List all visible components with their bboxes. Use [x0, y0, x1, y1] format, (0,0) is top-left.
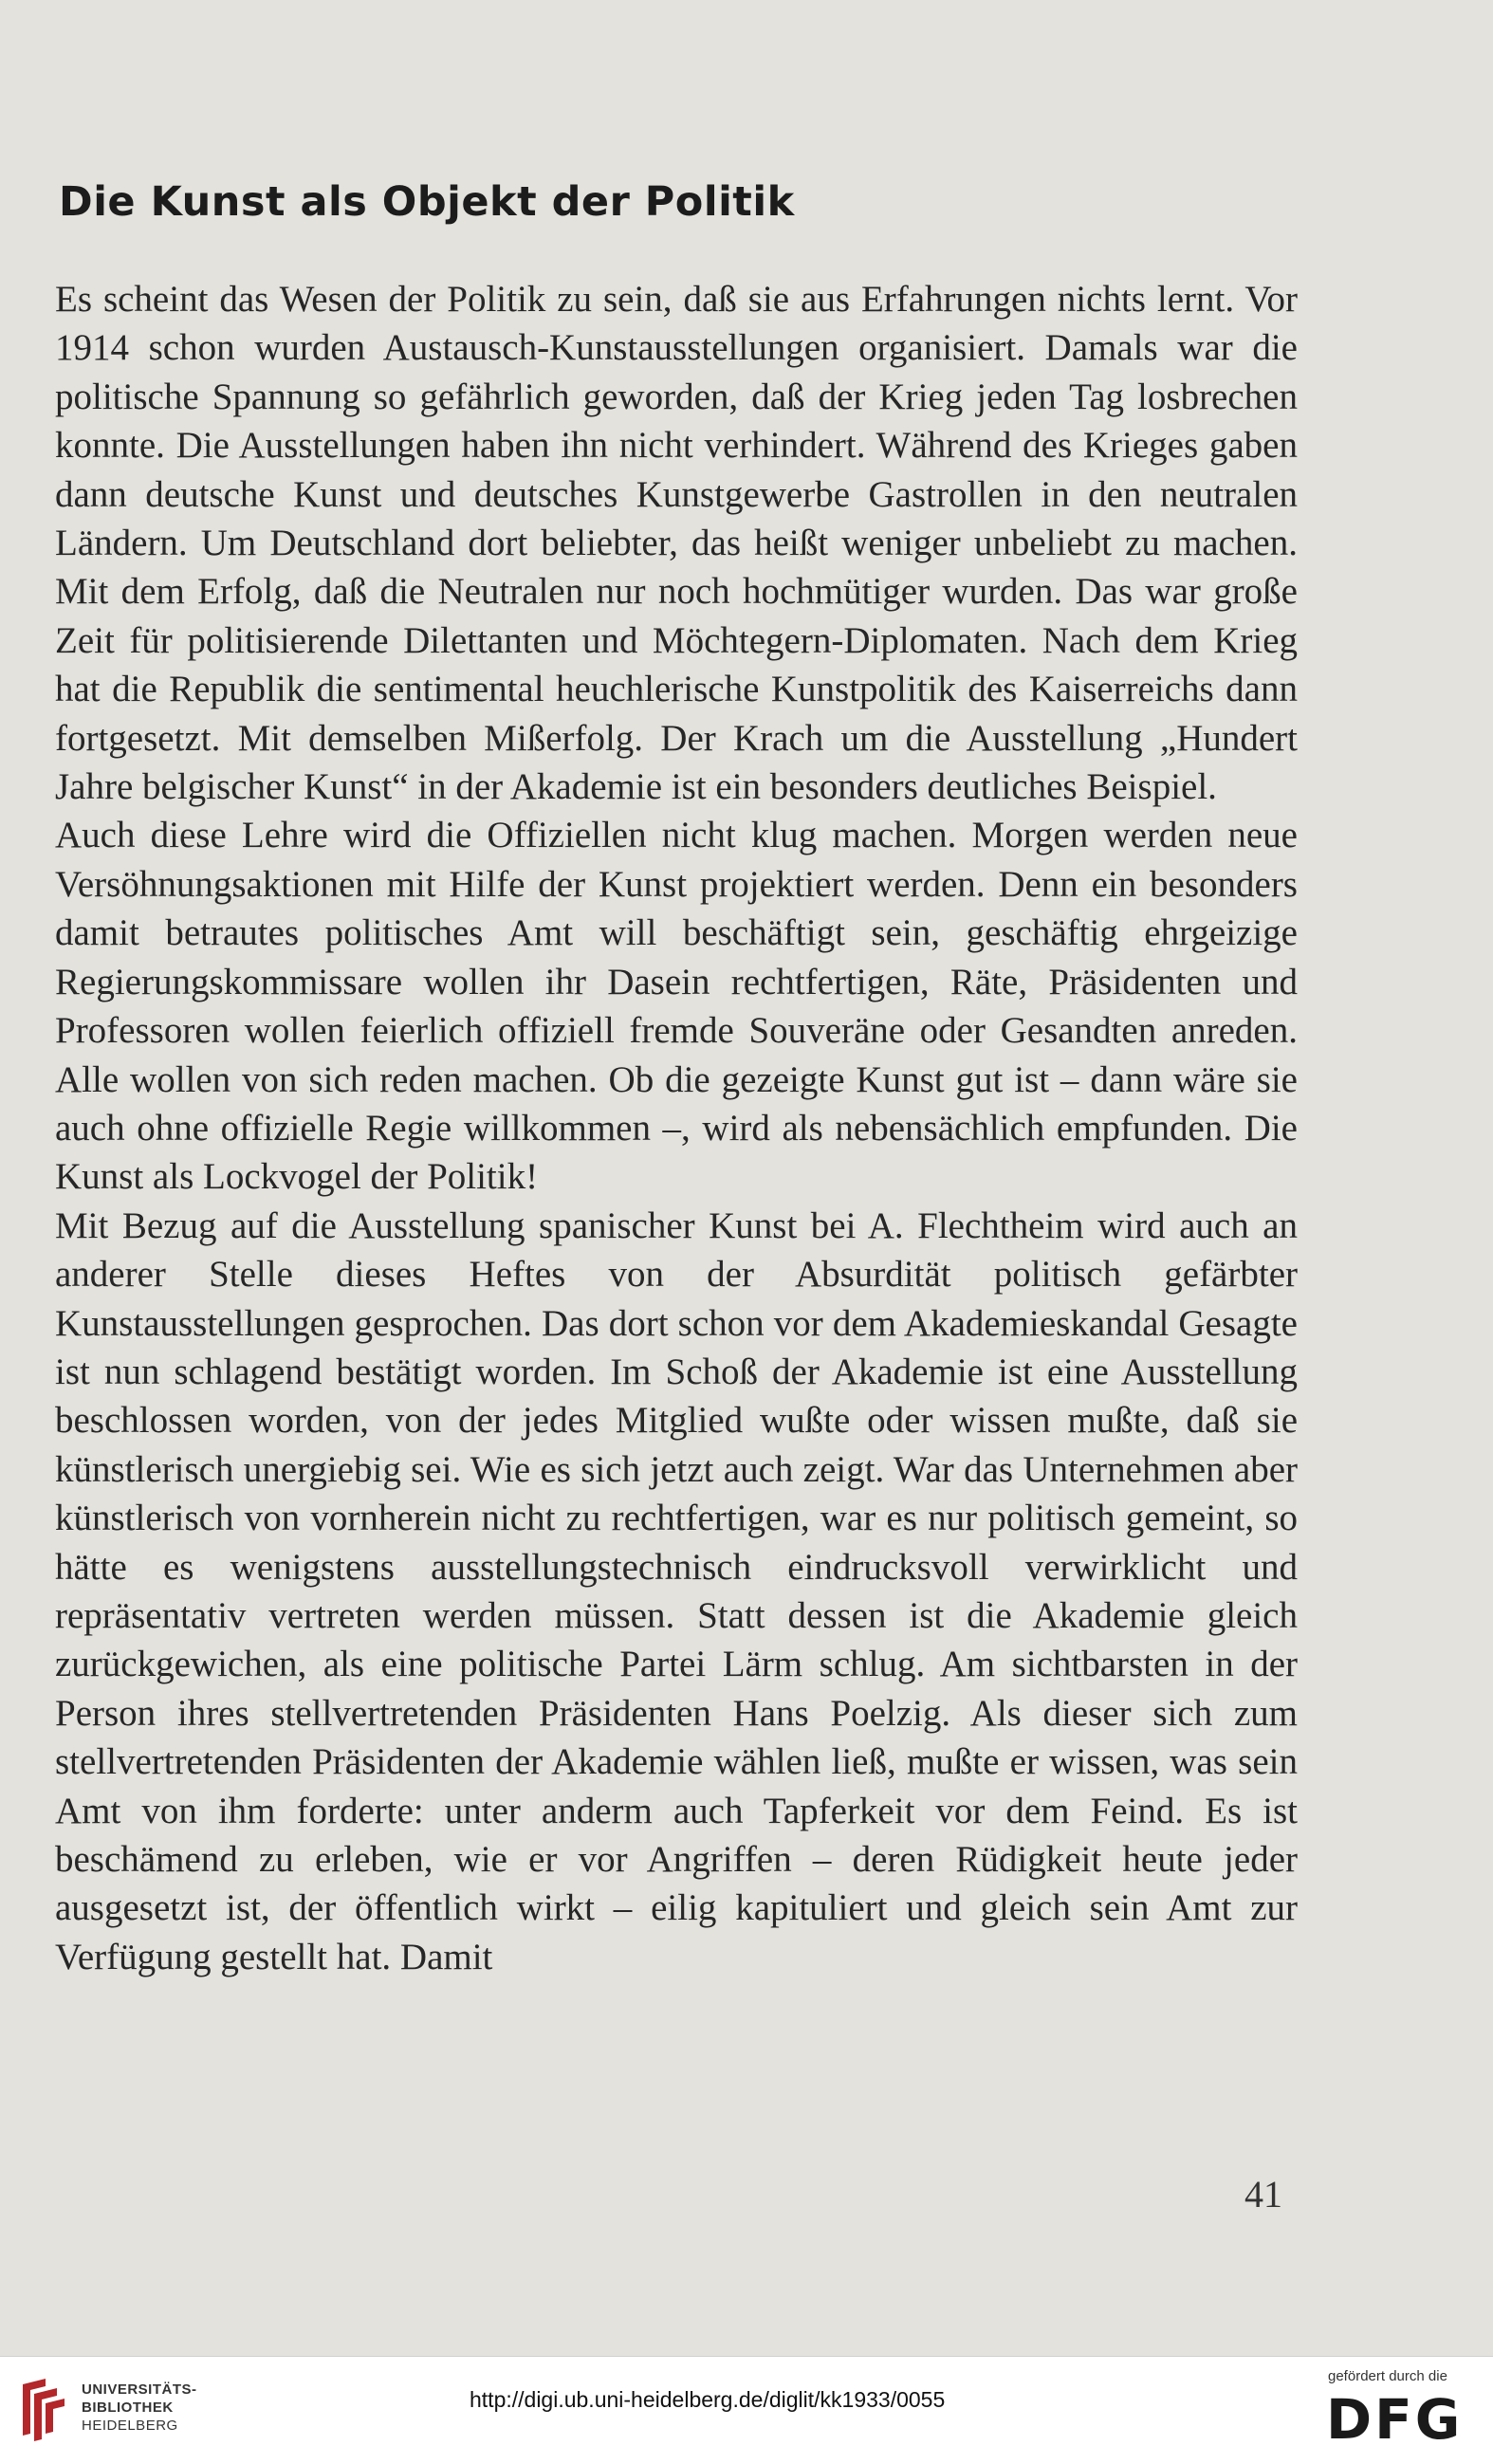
article-title: Die Kunst als Objekt der Politik — [59, 178, 795, 226]
library-name-line-1: UNIVERSITÄTS- — [82, 2381, 197, 2398]
funded-by-label: gefördert durch die — [1328, 2368, 1447, 2384]
university-library-logo-icon — [17, 2377, 70, 2443]
article-body — [55, 275, 1298, 1981]
paragraph-3: Mit Bezug auf die Ausstellung spanischer Kunst bei A. Flechtheim wird auch an anderer Stelle dieses Heftes von der Absurdität politisch gefärbter Kunstausstellungen gesprochen. Das dort schon vor dem Akademieskandal Gesagte ist nun schlagend bestätigt worden. Im Schoß der Akademie ist eine Ausstellung beschlossen worden, von der jedes Mitglied wußte oder wissen mußte, daß sie künstlerisch unergiebig sei. Wie es sich jetzt auch zeigt. War das Unternehmen aber künstlerisch von vornherein nicht zu rechtfertigen, war es nur politisch gemeint, so hätte es wenigstens ausstellungstechnisch eindrucksvoll verwirklicht und repräsentativ vertreten werden müssen. Statt dessen ist die Akademie gleich zurückgewichen, als eine politische Partei Lärm schlug. Am sichtbarsten in der Person ihres stellvertretenden Präsidenten Hans Poelzig. Als dieser sich zum stellvertretenden Präsidenten der Akademie wählen ließ, mußte er wissen, was sein Amt von ihm forderte: unter anderm auch Tapferkeit vor dem Feind. Es ist beschämend zu erleben, wie er vor Angriffen – deren Rüdigkeit heute jeder ausgesetzt ist, der öffentlich wirkt – eilig kapituliert und gleich sein Amt zur Verfügung gestellt hat. Damit — [55, 1204, 1298, 1977]
paragraph-2: Auch diese Lehre wird die Offiziellen nicht klug machen. Morgen werden neue Versöhnungsaktionen mit Hilfe der Kunst projektiert werden. Denn ein besonders damit betrautes politisches Amt will beschäftigt sein, geschäftig ehrgeizige Regierungskommissare wollen ihr Dasein rechtfertigen, Räte, Präsidenten und Professoren wollen feierlich offiziell fremde Souveräne oder Gesandten anreden. Alle wollen von sich reden machen. Ob die gezeigte Kunst gut ist – dann wäre sie auch ohne offizielle Regie willkommen –, wird als nebensächlich empfunden. Die Kunst als Lockvogel der Politik! — [55, 815, 1298, 1198]
page-number: 41 — [1244, 2173, 1282, 2216]
dfg-logo: DFG — [1326, 2387, 1464, 2452]
library-name-line-3: HEIDELBERG — [82, 2418, 178, 2434]
library-name-line-2: BIBLIOTHEK — [82, 2400, 174, 2416]
paragraph-1: Es scheint das Wesen der Politik zu sein, daß sie aus Erfahrungen nichts lernt. Vor 1914 schon wurden Austausch-Kunstausstellungen organisiert. Damals war die politische Spannung so gefährlich geworden, daß der Krieg jeden Tag losbrechen konnte. Die Ausstellungen haben ihn nicht verhindert. Während des Krieges gaben dann deutsche Kunst und deutsches Kunstgewerbe Gastrollen in den neutralen Ländern. Um Deutschland dort beliebter, das heißt weniger unbeliebt zu machen. Mit dem Erfolg, daß die Neutralen nur noch hochmütiger wurden. Das war große Zeit für politisierende Dilettanten und Möchtegern-Diplomaten. Nach dem Krieg hat die Republik die sentimental heuchlerische Kunstpolitik des Kaiserreichs dann fortgesetzt. Mit demselben Mißerfolg. Der Krach um die Ausstellung „Hundert Jahre belgischer Kunst“ in der Akademie ist ein besonders deutliches Beispiel. — [55, 279, 1298, 808]
library-name — [82, 2381, 197, 2435]
permalink-url[interactable]: http://digi.ub.uni-heidelberg.de/diglit/kk1933/0055 — [470, 2387, 946, 2412]
